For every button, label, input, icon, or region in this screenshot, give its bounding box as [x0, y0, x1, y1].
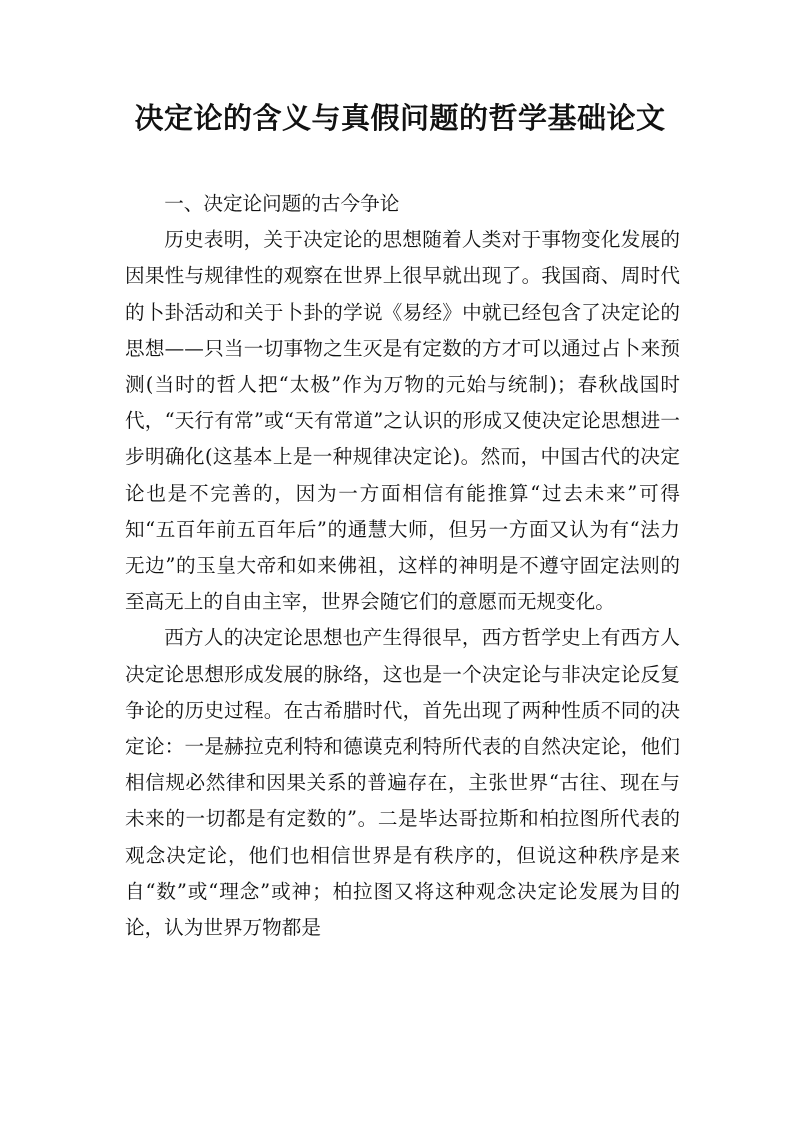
document-body [125, 186, 680, 946]
paragraph-2: 西方人的决定论思想也产生得很早，西方哲学史上有西方人决定论思想形成发展的脉络，这也是一个决定论与非决定论反复争论的历史过程。在古希腊时代，首先出现了两种性质不同的决定论：一是赫拉克利特和德谟克利特所代表的自然决定论，他们相信规必然律和因果关系的普遍存在，主张世界“古往、现在与未来的一切都是有定数的”。二是毕达哥拉斯和柏拉图所代表的观念决定论，他们也相信世界是有秩序的，但说这种秩序是来自“数”或“理念”或神；柏拉图又将这种观念决定论发展为目的论，认为世界万物都是 [125, 626, 680, 940]
document-title: 决定论的含义与真假问题的哲学基础论文 [134, 101, 666, 135]
section-heading: 一、决定论问题的古今争论 [164, 192, 400, 215]
paragraph-1: 历史表明，关于决定论的思想随着人类对于事物变化发展的因果性与规律性的观察在世界上很早就出现了。我国商、周时代的卜卦活动和关于卜卦的学说《易经》中就已经包含了决定论的思想——只当一切事物之生灭是有定数的方才可以通过占卜来预测(当时的哲人把“太极”作为万物的元始与统制)；春秋战国时代，“天行有常”或“天有常道”之认识的形成又使决定论思想进一步明确化(这基本上是一种规律决定论)。然而，中国古代的决定论也是不完善的，因为一方面相信有能推算“过去未来”可得知“五百年前五百年后”的通慧大师，但另一方面又认为有“法力无边”的玉皇大帝和如来佛祖，这样的神明是不遵守固定法则的至高无上的自由主宰，世界会随它们的意愿而无规变化。 [125, 228, 680, 614]
